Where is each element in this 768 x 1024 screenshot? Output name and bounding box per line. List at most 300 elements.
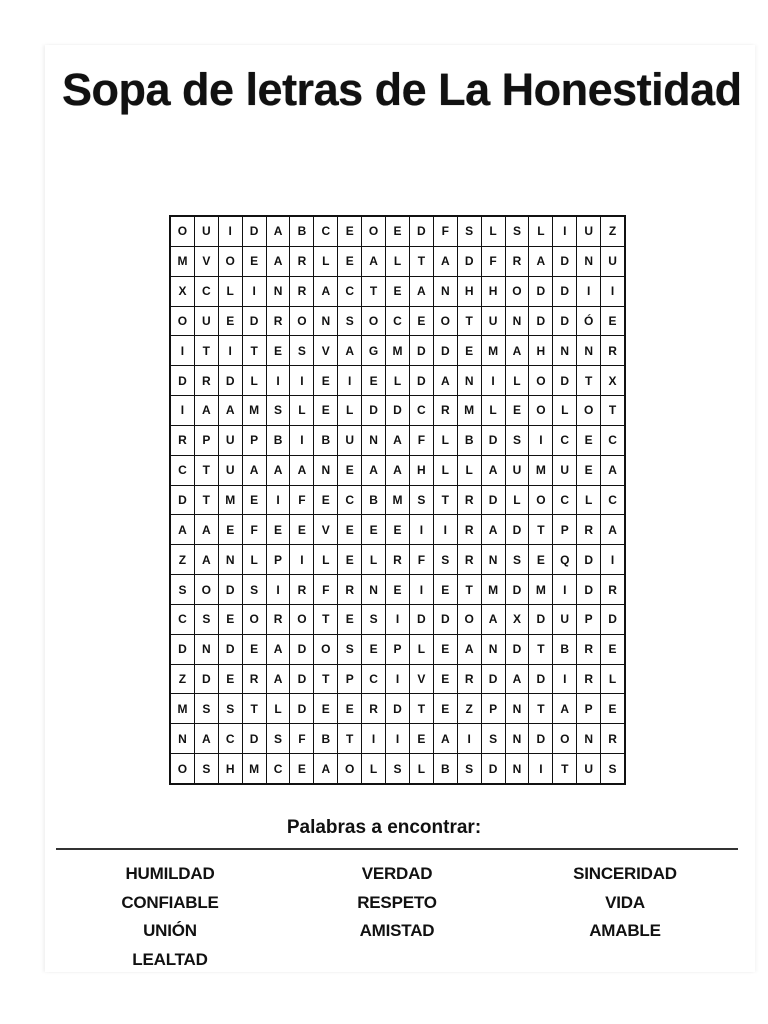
grid-cell: R	[577, 665, 600, 694]
grid-cell: A	[314, 754, 337, 783]
grid-cell: P	[267, 545, 290, 574]
grid-cell: A	[482, 456, 505, 485]
grid-cell: N	[314, 307, 337, 336]
grid-cell: N	[577, 336, 600, 365]
grid-cell: L	[506, 486, 529, 515]
grid-cell: R	[267, 307, 290, 336]
grid-cell: Z	[171, 665, 194, 694]
grid-cell: E	[314, 486, 337, 515]
grid-cell: D	[482, 426, 505, 455]
grid-cell: D	[553, 277, 576, 306]
grid-cell: A	[482, 605, 505, 634]
grid-cell: E	[338, 605, 361, 634]
grid-cell: Q	[553, 545, 576, 574]
grid-cell: Z	[458, 694, 481, 723]
grid-cell: S	[458, 754, 481, 783]
grid-cell: I	[338, 366, 361, 395]
grid-cell: D	[529, 307, 552, 336]
grid-cell: U	[219, 426, 242, 455]
grid-cell: D	[553, 366, 576, 395]
grid-cell: N	[506, 694, 529, 723]
grid-cell: I	[362, 724, 385, 753]
grid-cell: E	[434, 694, 457, 723]
grid-cell: S	[506, 426, 529, 455]
grid-cell: D	[434, 336, 457, 365]
grid-cell: R	[601, 336, 624, 365]
grid-cell: L	[410, 635, 433, 664]
grid-cell: S	[434, 545, 457, 574]
grid-cell: R	[601, 724, 624, 753]
grid-cell: I	[219, 336, 242, 365]
grid-cell: M	[482, 336, 505, 365]
grid-cell: L	[386, 247, 409, 276]
grid-cell: P	[243, 426, 266, 455]
grid-cell: O	[338, 754, 361, 783]
grid-cell: D	[410, 366, 433, 395]
grid-cell: T	[601, 396, 624, 425]
grid-cell: E	[290, 754, 313, 783]
grid-cell: L	[410, 754, 433, 783]
grid-cell: D	[458, 247, 481, 276]
grid-cell: S	[195, 754, 218, 783]
grid-cell: A	[314, 277, 337, 306]
grid-cell: E	[243, 247, 266, 276]
grid-cell: E	[362, 515, 385, 544]
grid-cell: L	[243, 545, 266, 574]
grid-cell: I	[410, 515, 433, 544]
grid-cell: S	[482, 724, 505, 753]
grid-cell: R	[290, 277, 313, 306]
grid-cell: A	[506, 665, 529, 694]
grid-cell: A	[267, 665, 290, 694]
grid-cell: T	[434, 486, 457, 515]
grid-cell: U	[577, 217, 600, 246]
grid-cell: A	[506, 336, 529, 365]
word-item: AMABLE	[589, 921, 661, 940]
grid-cell: E	[267, 515, 290, 544]
grid-cell: R	[577, 635, 600, 664]
grid-cell: B	[314, 724, 337, 753]
grid-cell: U	[195, 217, 218, 246]
grid-cell: S	[458, 217, 481, 246]
grid-cell: E	[386, 515, 409, 544]
grid-cell: E	[434, 575, 457, 604]
word-list-column-3	[515, 860, 735, 946]
grid-cell: C	[338, 486, 361, 515]
grid-cell: L	[434, 456, 457, 485]
grid-cell: N	[482, 545, 505, 574]
word-list-column-2	[287, 860, 507, 946]
grid-cell: B	[458, 426, 481, 455]
grid-cell: A	[219, 396, 242, 425]
grid-cell: O	[577, 396, 600, 425]
grid-cell: A	[267, 247, 290, 276]
grid-cell: T	[577, 366, 600, 395]
grid-cell: C	[601, 486, 624, 515]
grid-cell: I	[267, 486, 290, 515]
grid-cell: R	[243, 665, 266, 694]
grid-cell: C	[171, 456, 194, 485]
grid-cell: T	[553, 754, 576, 783]
grid-cell: D	[243, 217, 266, 246]
grid-cell: A	[434, 366, 457, 395]
grid-cell: O	[243, 605, 266, 634]
grid-cell: D	[577, 545, 600, 574]
grid-cell: T	[243, 694, 266, 723]
grid-cell: I	[553, 217, 576, 246]
grid-cell: D	[171, 486, 194, 515]
grid-cell: N	[553, 336, 576, 365]
grid-cell: N	[171, 724, 194, 753]
grid-cell: A	[338, 336, 361, 365]
grid-cell: O	[219, 247, 242, 276]
grid-cell: P	[482, 694, 505, 723]
grid-cell: A	[482, 515, 505, 544]
grid-cell: M	[386, 336, 409, 365]
grid-cell: O	[362, 217, 385, 246]
grid-cell: I	[601, 277, 624, 306]
grid-cell: C	[171, 605, 194, 634]
grid-cell: X	[171, 277, 194, 306]
grid-cell: I	[386, 605, 409, 634]
grid-cell: T	[314, 665, 337, 694]
grid-cell: D	[553, 307, 576, 336]
grid-cell: I	[601, 545, 624, 574]
grid-cell: T	[529, 515, 552, 544]
grid-cell: E	[601, 635, 624, 664]
grid-cell: L	[314, 545, 337, 574]
word-item: AMISTAD	[359, 921, 435, 940]
word-item: LEALTAD	[132, 949, 208, 969]
grid-cell: I	[529, 426, 552, 455]
grid-cell: E	[290, 515, 313, 544]
grid-cell: D	[171, 635, 194, 664]
grid-cell: E	[434, 665, 457, 694]
grid-cell: D	[553, 247, 576, 276]
grid-cell: E	[386, 217, 409, 246]
grid-cell: O	[171, 307, 194, 336]
grid-cell: R	[577, 515, 600, 544]
grid-cell: N	[458, 366, 481, 395]
grid-cell: M	[219, 486, 242, 515]
grid-cell: P	[577, 605, 600, 634]
grid-cell: E	[362, 366, 385, 395]
grid-cell: R	[171, 426, 194, 455]
grid-cell: I	[171, 396, 194, 425]
grid-cell: D	[290, 694, 313, 723]
grid-cell: C	[601, 426, 624, 455]
grid-cell: D	[386, 396, 409, 425]
grid-cell: G	[362, 336, 385, 365]
grid-cell: L	[601, 665, 624, 694]
grid-cell: D	[410, 217, 433, 246]
grid-cell: N	[482, 635, 505, 664]
grid-cell: N	[362, 426, 385, 455]
grid-cell: A	[362, 247, 385, 276]
grid-cell: A	[362, 456, 385, 485]
grid-cell: N	[219, 545, 242, 574]
grid-cell: O	[529, 366, 552, 395]
grid-cell: O	[290, 605, 313, 634]
grid-cell: T	[195, 486, 218, 515]
grid-cell: N	[577, 247, 600, 276]
grid-cell: S	[386, 754, 409, 783]
grid-cell: B	[362, 486, 385, 515]
page-title: Sopa de letras de La Honestidad	[62, 64, 742, 115]
grid-cell: O	[314, 635, 337, 664]
grid-cell: R	[338, 575, 361, 604]
grid-cell: A	[386, 426, 409, 455]
grid-cell: I	[386, 665, 409, 694]
grid-cell: U	[219, 456, 242, 485]
grid-cell: F	[434, 217, 457, 246]
grid-cell: A	[434, 247, 457, 276]
grid-cell: A	[171, 515, 194, 544]
grid-cell: N	[577, 724, 600, 753]
grid-cell: I	[267, 575, 290, 604]
word-item: UNIÓN	[143, 921, 197, 940]
grid-cell: R	[458, 515, 481, 544]
grid-cell: A	[290, 456, 313, 485]
grid-cell: I	[386, 724, 409, 753]
grid-cell: L	[482, 217, 505, 246]
grid-cell: D	[362, 396, 385, 425]
grid-cell: T	[338, 724, 361, 753]
grid-cell: E	[219, 665, 242, 694]
grid-cell: T	[314, 605, 337, 634]
grid-cell: A	[601, 515, 624, 544]
grid-cell: E	[458, 336, 481, 365]
word-item: VIDA	[605, 892, 645, 912]
grid-cell: D	[171, 366, 194, 395]
grid-cell: U	[577, 754, 600, 783]
grid-cell: I	[577, 277, 600, 306]
grid-cell: E	[577, 456, 600, 485]
grid-cell: R	[267, 605, 290, 634]
grid-cell: F	[410, 545, 433, 574]
grid-cell: C	[553, 426, 576, 455]
grid-cell: D	[506, 575, 529, 604]
grid-cell: D	[386, 694, 409, 723]
word-item: SINCERIDAD	[573, 864, 677, 883]
grid-cell: T	[458, 575, 481, 604]
grid-cell: R	[386, 545, 409, 574]
grid-cell: D	[290, 665, 313, 694]
grid-cell: A	[386, 456, 409, 485]
grid-cell: T	[195, 456, 218, 485]
grid-cell: E	[243, 635, 266, 664]
word-item: CONFIABLE	[121, 892, 219, 912]
grid-cell: S	[171, 575, 194, 604]
grid-cell: S	[195, 605, 218, 634]
grid-cell: M	[458, 396, 481, 425]
grid-cell: P	[553, 515, 576, 544]
grid-cell: T	[362, 277, 385, 306]
grid-cell: D	[577, 575, 600, 604]
grid-cell: A	[601, 456, 624, 485]
grid-cell: N	[506, 307, 529, 336]
grid-cell: C	[338, 277, 361, 306]
grid-cell: I	[243, 277, 266, 306]
grid-cell: O	[529, 396, 552, 425]
grid-cell: U	[195, 307, 218, 336]
grid-cell: D	[506, 515, 529, 544]
grid-cell: T	[410, 247, 433, 276]
grid-cell: I	[219, 217, 242, 246]
grid-cell: M	[482, 575, 505, 604]
grid-cell: E	[506, 396, 529, 425]
grid-cell: R	[601, 575, 624, 604]
grid-cell: I	[171, 336, 194, 365]
grid-cell: A	[243, 456, 266, 485]
grid-cell: H	[529, 336, 552, 365]
grid-cell: T	[243, 336, 266, 365]
grid-cell: B	[267, 426, 290, 455]
grid-cell: S	[506, 217, 529, 246]
grid-cell: N	[506, 724, 529, 753]
grid-cell: Z	[601, 217, 624, 246]
grid-cell: O	[290, 307, 313, 336]
grid-cell: S	[219, 694, 242, 723]
grid-cell: D	[410, 336, 433, 365]
grid-cell: D	[482, 665, 505, 694]
grid-cell: A	[267, 635, 290, 664]
grid-cell: O	[362, 307, 385, 336]
grid-cell: A	[195, 545, 218, 574]
grid-cell: E	[434, 635, 457, 664]
grid-cell: E	[338, 694, 361, 723]
grid-cell: N	[314, 456, 337, 485]
grid-cell: Ó	[577, 307, 600, 336]
grid-cell: S	[267, 396, 290, 425]
grid-cell: R	[362, 694, 385, 723]
grid-cell: I	[434, 515, 457, 544]
grid-cell: F	[314, 575, 337, 604]
grid-cell: M	[171, 247, 194, 276]
grid-cell: E	[386, 575, 409, 604]
grid-cell: R	[506, 247, 529, 276]
grid-cell: X	[601, 366, 624, 395]
grid-cell: H	[482, 277, 505, 306]
grid-cell: A	[195, 515, 218, 544]
grid-cell: E	[338, 217, 361, 246]
grid-cell: V	[410, 665, 433, 694]
grid-cell: D	[219, 635, 242, 664]
grid-cell: I	[529, 754, 552, 783]
grid-cell: E	[338, 515, 361, 544]
grid-cell: S	[506, 545, 529, 574]
grid-cell: L	[386, 366, 409, 395]
grid-cell: A	[553, 694, 576, 723]
word-item: VERDAD	[361, 864, 433, 883]
grid-cell: L	[458, 456, 481, 485]
grid-cell: F	[482, 247, 505, 276]
grid-cell: L	[482, 396, 505, 425]
grid-cell: E	[314, 694, 337, 723]
grid-cell: I	[553, 665, 576, 694]
grid-cell: A	[195, 724, 218, 753]
grid-cell: I	[482, 366, 505, 395]
grid-cell: N	[195, 635, 218, 664]
grid-cell: D	[195, 665, 218, 694]
grid-cell: D	[434, 605, 457, 634]
grid-cell: C	[219, 724, 242, 753]
grid-cell: L	[506, 366, 529, 395]
grid-cell: B	[434, 754, 457, 783]
grid-cell: A	[434, 724, 457, 753]
grid-cell: P	[195, 426, 218, 455]
grid-cell: E	[362, 635, 385, 664]
grid-cell: T	[410, 694, 433, 723]
grid-cell: M	[386, 486, 409, 515]
grid-cell: M	[529, 456, 552, 485]
grid-cell: N	[506, 754, 529, 783]
grid-cell: I	[290, 366, 313, 395]
grid-cell: I	[290, 426, 313, 455]
grid-cell: L	[338, 396, 361, 425]
grid-cell: L	[529, 217, 552, 246]
grid-cell: T	[458, 307, 481, 336]
grid-cell: C	[362, 665, 385, 694]
grid-cell: E	[219, 605, 242, 634]
grid-cell: E	[410, 307, 433, 336]
grid-cell: E	[338, 456, 361, 485]
grid-cell: D	[410, 605, 433, 634]
grid-cell: A	[458, 635, 481, 664]
grid-cell: O	[553, 724, 576, 753]
grid-cell: B	[314, 426, 337, 455]
grid-cell: O	[434, 307, 457, 336]
grid-cell: R	[458, 545, 481, 574]
grid-cell: E	[410, 724, 433, 753]
grid-cell: C	[553, 486, 576, 515]
grid-cell: U	[553, 456, 576, 485]
grid-cell: N	[434, 277, 457, 306]
grid-cell: O	[458, 605, 481, 634]
grid-cell: F	[243, 515, 266, 544]
grid-cell: T	[529, 694, 552, 723]
word-item: HUMILDAD	[125, 864, 215, 883]
grid-cell: D	[290, 635, 313, 664]
grid-cell: H	[410, 456, 433, 485]
grid-cell: D	[601, 605, 624, 634]
grid-cell: A	[529, 247, 552, 276]
grid-cell: O	[506, 277, 529, 306]
grid-cell: O	[195, 575, 218, 604]
grid-cell: L	[553, 396, 576, 425]
grid-cell: M	[243, 396, 266, 425]
grid-cell: A	[267, 456, 290, 485]
grid-cell: S	[195, 694, 218, 723]
grid-cell: L	[267, 694, 290, 723]
grid-cell: I	[458, 724, 481, 753]
grid-cell: P	[577, 694, 600, 723]
grid-cell: X	[506, 605, 529, 634]
grid-cell: P	[386, 635, 409, 664]
grid-cell: D	[482, 754, 505, 783]
grid-cell: S	[362, 605, 385, 634]
grid-cell: E	[601, 307, 624, 336]
grid-cell: D	[529, 724, 552, 753]
grid-cell: C	[314, 217, 337, 246]
grid-cell: O	[171, 217, 194, 246]
grid-cell: Z	[171, 545, 194, 574]
grid-cell: E	[314, 396, 337, 425]
grid-cell: S	[290, 336, 313, 365]
grid-cell: L	[434, 426, 457, 455]
grid-cell: F	[290, 724, 313, 753]
grid-cell: S	[267, 724, 290, 753]
